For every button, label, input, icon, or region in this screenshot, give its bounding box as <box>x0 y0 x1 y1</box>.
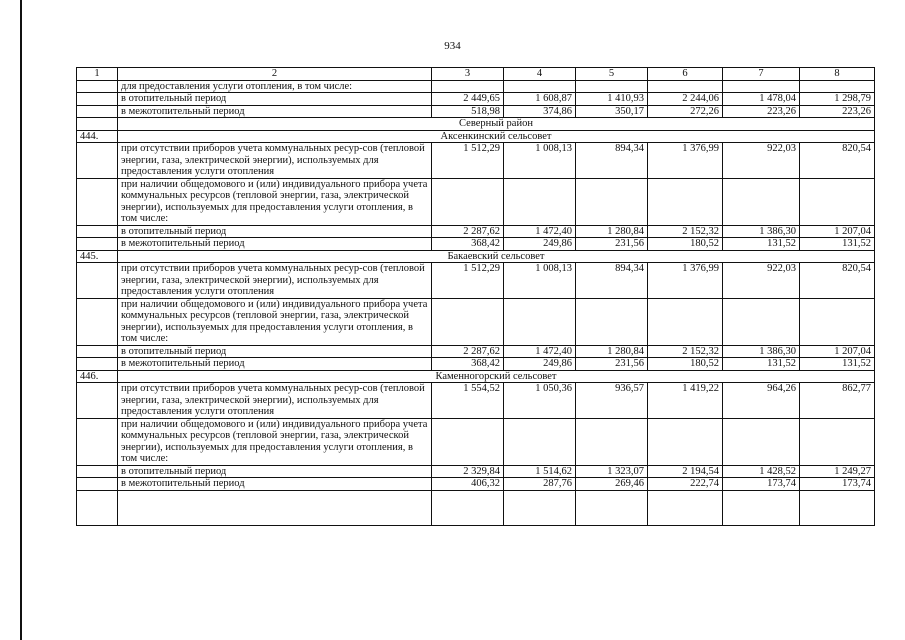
value-cell: 1 386,30 <box>723 225 800 238</box>
table-row <box>77 298 875 345</box>
value-cell: 1 419,22 <box>648 383 723 419</box>
value-cell: 374,86 <box>504 105 576 118</box>
row-number <box>77 178 118 225</box>
row-label: в межотопительный период <box>118 238 432 251</box>
empty-cell <box>576 490 648 525</box>
value-cell: 173,74 <box>800 478 875 491</box>
value-cell: 1 410,93 <box>576 93 648 106</box>
section-header-row <box>77 250 875 263</box>
row-label: в межотопительный период <box>118 105 432 118</box>
table-row <box>77 465 875 478</box>
value-cell: 1 249,27 <box>800 465 875 478</box>
value-cell: 368,42 <box>432 358 504 371</box>
value-cell <box>800 80 875 93</box>
district-row <box>77 118 875 131</box>
value-cell: 180,52 <box>648 358 723 371</box>
value-cell <box>648 178 723 225</box>
value-cell: 223,26 <box>723 105 800 118</box>
value-cell: 922,03 <box>723 143 800 179</box>
column-number: 6 <box>648 68 723 81</box>
value-cell <box>723 80 800 93</box>
row-label: в отопительный период <box>118 93 432 106</box>
empty-cell <box>800 490 875 525</box>
value-cell: 1 514,62 <box>504 465 576 478</box>
value-cell: 350,17 <box>576 105 648 118</box>
value-cell: 2 287,62 <box>432 225 504 238</box>
row-number <box>77 358 118 371</box>
row-number <box>77 478 118 491</box>
value-cell: 922,03 <box>723 263 800 299</box>
value-cell <box>504 298 576 345</box>
row-number <box>77 93 118 106</box>
row-label: при отсутствии приборов учета коммунальных ресур-сов (тепловой энергии, газа, электрической энергии), используемых для предоставления услуги отопления <box>118 263 432 299</box>
value-cell: 180,52 <box>648 238 723 251</box>
column-number: 5 <box>576 68 648 81</box>
empty-cell <box>432 490 504 525</box>
table-row <box>77 225 875 238</box>
row-number <box>77 238 118 251</box>
row-label: в межотопительный период <box>118 478 432 491</box>
value-cell: 1 280,84 <box>576 225 648 238</box>
value-cell: 2 449,65 <box>432 93 504 106</box>
value-cell: 862,77 <box>800 383 875 419</box>
value-cell: 368,42 <box>432 238 504 251</box>
value-cell: 131,52 <box>723 358 800 371</box>
row-label: при отсутствии приборов учета коммунальных ресур-сов (тепловой энергии, газа, электрической энергии), используемых для предоставления услуги отопления <box>118 383 432 419</box>
row-label: при отсутствии приборов учета коммунальных ресур-сов (тепловой энергии, газа, электрической энергии), используемых для предоставления услуги отопления <box>118 143 432 179</box>
value-cell: 2 329,84 <box>432 465 504 478</box>
value-cell <box>576 178 648 225</box>
column-number-row <box>77 68 875 81</box>
column-number: 8 <box>800 68 875 81</box>
empty-cell <box>504 490 576 525</box>
row-label: в отопительный период <box>118 465 432 478</box>
value-cell: 131,52 <box>800 238 875 251</box>
value-cell <box>504 80 576 93</box>
row-number <box>77 383 118 419</box>
row-number <box>77 80 118 93</box>
row-label: в отопительный период <box>118 345 432 358</box>
column-number: 2 <box>118 68 432 81</box>
section-header-row <box>77 130 875 143</box>
value-cell: 222,74 <box>648 478 723 491</box>
row-label: при наличии общедомового и (или) индивидуального прибора учета коммунальных ресурсов (тепловой энергии, газа, электрической энергии), используемых для предоставления услуги отопления, в том числе: <box>118 178 432 225</box>
empty-cell <box>723 490 800 525</box>
row-number <box>77 345 118 358</box>
value-cell: 820,54 <box>800 263 875 299</box>
table-row <box>77 478 875 491</box>
value-cell: 223,26 <box>800 105 875 118</box>
value-cell: 1 472,40 <box>504 345 576 358</box>
value-cell: 1 554,52 <box>432 383 504 419</box>
section-number: 445. <box>77 250 118 263</box>
value-cell: 287,76 <box>504 478 576 491</box>
value-cell: 894,34 <box>576 143 648 179</box>
table-row <box>77 93 875 106</box>
value-cell <box>648 80 723 93</box>
value-cell <box>800 418 875 465</box>
value-cell: 272,26 <box>648 105 723 118</box>
value-cell <box>576 418 648 465</box>
value-cell: 1 207,04 <box>800 345 875 358</box>
table-row <box>77 490 875 525</box>
column-number: 3 <box>432 68 504 81</box>
value-cell: 1 008,13 <box>504 143 576 179</box>
value-cell: 518,98 <box>432 105 504 118</box>
value-cell: 1 008,13 <box>504 263 576 299</box>
value-cell: 1 512,29 <box>432 263 504 299</box>
value-cell: 2 287,62 <box>432 345 504 358</box>
value-cell: 249,86 <box>504 238 576 251</box>
table-row <box>77 418 875 465</box>
value-cell: 1 472,40 <box>504 225 576 238</box>
value-cell: 131,52 <box>723 238 800 251</box>
value-cell: 820,54 <box>800 143 875 179</box>
value-cell: 249,86 <box>504 358 576 371</box>
value-cell: 2 244,06 <box>648 93 723 106</box>
value-cell: 131,52 <box>800 358 875 371</box>
value-cell: 1 298,79 <box>800 93 875 106</box>
value-cell <box>723 418 800 465</box>
row-number <box>77 105 118 118</box>
value-cell: 1 478,04 <box>723 93 800 106</box>
value-cell <box>432 80 504 93</box>
page-edge-line <box>20 0 22 640</box>
column-number: 1 <box>77 68 118 81</box>
empty-cell <box>118 490 432 525</box>
value-cell <box>432 178 504 225</box>
value-cell: 1 428,52 <box>723 465 800 478</box>
value-cell: 231,56 <box>576 358 648 371</box>
value-cell: 269,46 <box>576 478 648 491</box>
row-label: при наличии общедомового и (или) индивидуального прибора учета коммунальных ресурсов (тепловой энергии, газа, электрической энергии), используемых для предоставления услуги отопления, в том числе: <box>118 418 432 465</box>
value-cell: 2 152,32 <box>648 345 723 358</box>
row-label: для предоставления услуги отопления, в том числе: <box>118 80 432 93</box>
empty-cell <box>648 490 723 525</box>
row-number <box>77 418 118 465</box>
table-row <box>77 143 875 179</box>
table-row <box>77 238 875 251</box>
value-cell: 1 323,07 <box>576 465 648 478</box>
table-row <box>77 383 875 419</box>
value-cell: 936,57 <box>576 383 648 419</box>
section-name: Бакаевский сельсовет <box>118 250 875 263</box>
value-cell <box>723 178 800 225</box>
row-number <box>77 465 118 478</box>
district-number <box>77 118 118 131</box>
row-label: в межотопительный период <box>118 358 432 371</box>
value-cell <box>648 418 723 465</box>
tariff-table <box>76 67 875 526</box>
table-row <box>77 178 875 225</box>
section-number: 446. <box>77 370 118 383</box>
section-header-row <box>77 370 875 383</box>
row-number <box>77 225 118 238</box>
value-cell: 406,32 <box>432 478 504 491</box>
section-number: 444. <box>77 130 118 143</box>
value-cell <box>432 298 504 345</box>
table-row <box>77 263 875 299</box>
table-row <box>77 345 875 358</box>
value-cell: 173,74 <box>723 478 800 491</box>
empty-cell <box>77 490 118 525</box>
section-name: Аксенкинский сельсовет <box>118 130 875 143</box>
value-cell: 1 376,99 <box>648 143 723 179</box>
value-cell: 1 386,30 <box>723 345 800 358</box>
value-cell: 1 608,87 <box>504 93 576 106</box>
table-row <box>77 105 875 118</box>
value-cell: 1 376,99 <box>648 263 723 299</box>
value-cell <box>648 298 723 345</box>
value-cell: 231,56 <box>576 238 648 251</box>
value-cell: 1 512,29 <box>432 143 504 179</box>
value-cell: 1 207,04 <box>800 225 875 238</box>
row-label: при наличии общедомового и (или) индивидуального прибора учета коммунальных ресурсов (тепловой энергии, газа, электрической энергии), используемых для предоставления услуги отопления, в том числе: <box>118 298 432 345</box>
value-cell <box>504 178 576 225</box>
column-number: 4 <box>504 68 576 81</box>
district-name: Северный район <box>118 118 875 131</box>
row-label: в отопительный период <box>118 225 432 238</box>
row-number <box>77 143 118 179</box>
value-cell: 894,34 <box>576 263 648 299</box>
value-cell: 2 152,32 <box>648 225 723 238</box>
value-cell: 964,26 <box>723 383 800 419</box>
table-row <box>77 358 875 371</box>
column-number: 7 <box>723 68 800 81</box>
section-name: Каменногорский сельсовет <box>118 370 875 383</box>
value-cell <box>576 80 648 93</box>
value-cell: 1 050,36 <box>504 383 576 419</box>
value-cell <box>504 418 576 465</box>
value-cell: 1 280,84 <box>576 345 648 358</box>
row-number <box>77 298 118 345</box>
row-number <box>77 263 118 299</box>
value-cell <box>723 298 800 345</box>
page-number: 934 <box>444 40 461 52</box>
value-cell <box>432 418 504 465</box>
value-cell <box>800 298 875 345</box>
value-cell <box>800 178 875 225</box>
value-cell <box>576 298 648 345</box>
table-row <box>77 80 875 93</box>
value-cell: 2 194,54 <box>648 465 723 478</box>
